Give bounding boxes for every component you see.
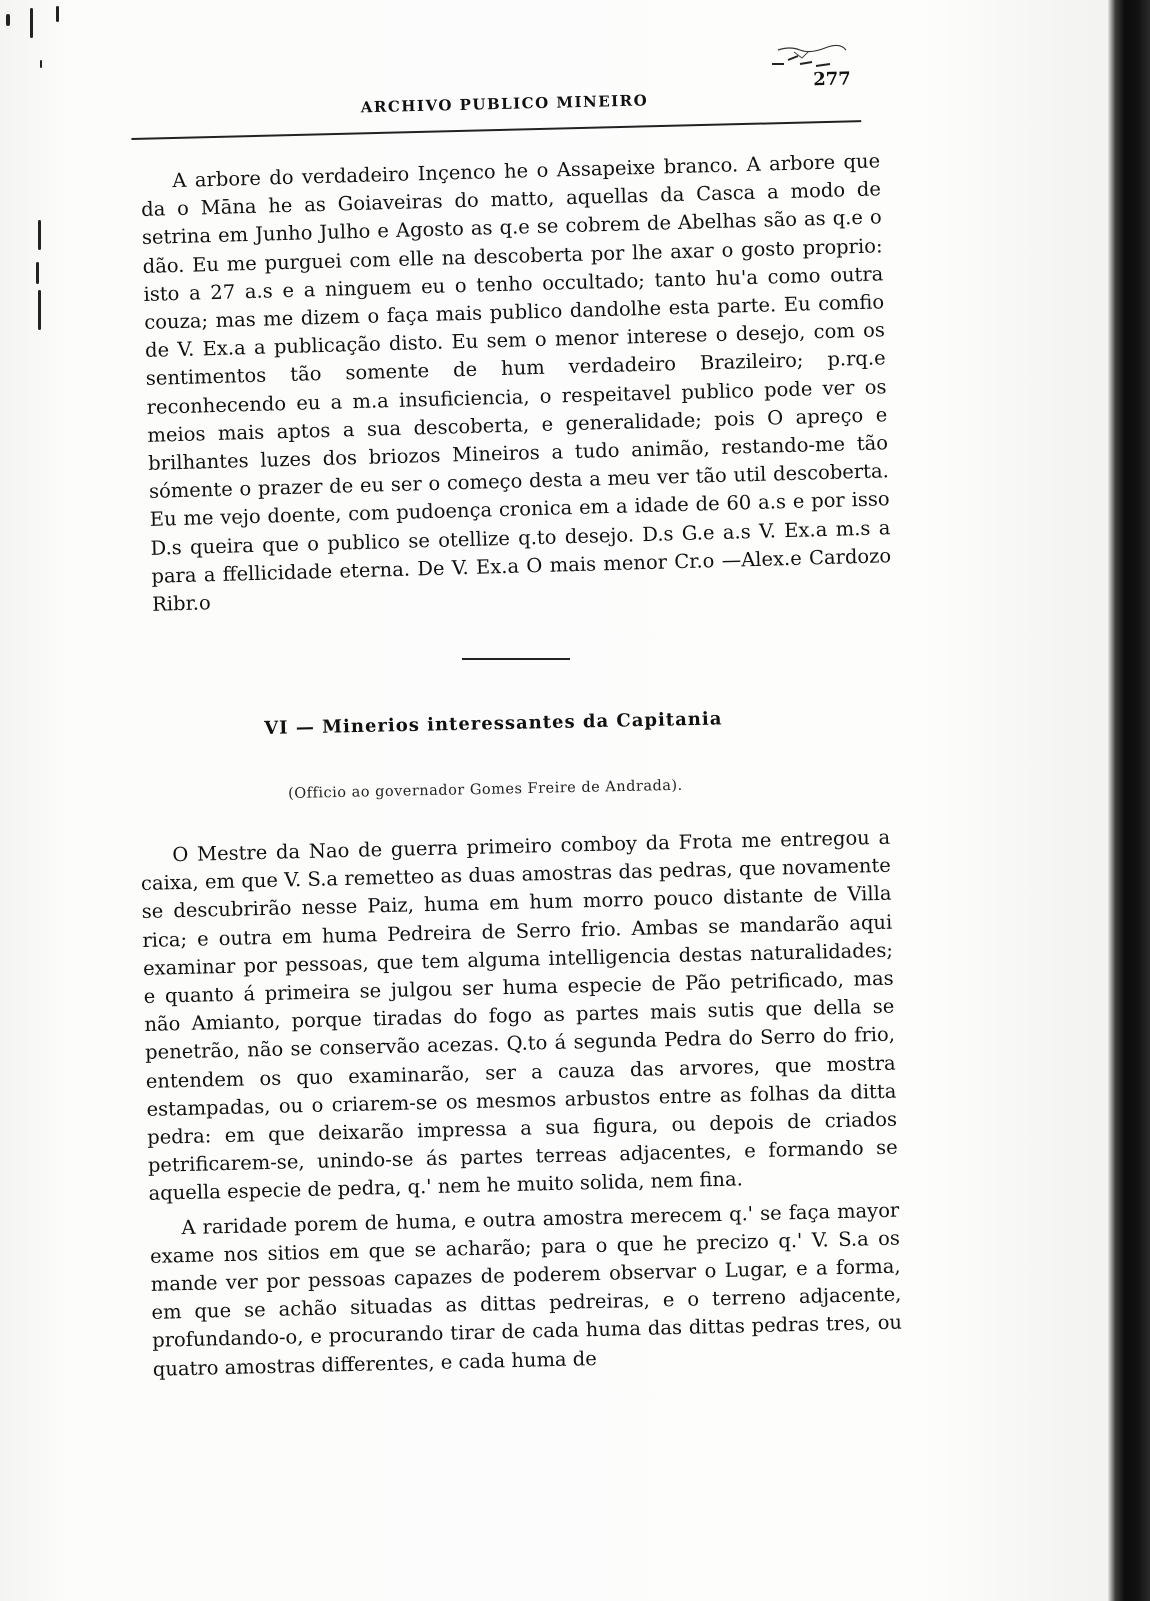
running-header xyxy=(130,62,861,140)
section-heading: VI — Minerios interessantes da Capitania xyxy=(264,708,723,739)
official-letter-passage xyxy=(140,824,903,1384)
body-paragraph-1: O Mestre da Nao de guerra primeiro comboy da Frota me entregou a caixa, em que V. S.a remetteo as duas amostras das pedras, que novamente se descubrirão nesse Paiz, huma em hum morro pouco distante de Villa rica; e outra em huma Pedreira de Serro frio. Ambas se mandarão aqui examinar por pessoas, que tem alguma intelligencia destas naturalidades; e quanto á primeira se julgou ser huma especie de Pão petrificado, mas não Amianto, porque tiradas do fogo as partes mais sutis que della se penetrão, não se conservão acezas. Q.to á segunda Pedra do Serro do frio, entendem os quo examinarão, ser a cauza das arvores, que mostra estampadas, ou o criarem-se os mesmos arbustos entre as folhas da ditta pedra: em que deixarão impressa a sua figura, ou depois de criados petrificarem-se, unindo-se ás partes terreas adjacentes, e formando se aquella especie de pedra, q.' nem he muito solida, nem fina. xyxy=(140,825,898,1206)
letter-paragraph: A arbore do verdadeiro Inçenco he o Assapeixe branco. A arbore que da o Māna he as Goiaveiras do matto, aquellas da Casca a modo de setrina em Junho Julho e Agosto as q.e se cobrem de Abelhas são as q.e o dão. Eu me purguei com elle na descoberta por lhe axar o gosto proprio: isto a 27 a.s e a ninguem eu o tenho occultado; tanto hu'a como outra couza; mas me dizem o faça mais publico dandolhe esta parte. Eu comfio de V. Ex.a a publicação disto. Eu sem o menor interese o desejo, com os sentimentos tão somente de hum verdadeiro Brazileiro; p.rq.e reconhecendo eu a m.a insuficiencia, o respeitavel publico pode ver os meios mais aptos a sua descoberta, e generalidade; pois O apreço e brilhantes luzes dos briozos Mineiros a tudo animão, restando-me tão sómente o prazer de eu ser o começo desta a meu ver tão util descoberta. Eu me vejo doente, com pudoença cronica em a idade de 60 a.s e por isso D.s queira que o publico se otellize q.to desejo. D.s G.e a.s V. Ex.a m.s a para a ffellicidade eterna. De V. Ex.a O mais menor Cr.o —Alex.e Cardozo Ribr.o xyxy=(140,149,892,616)
letter-passage xyxy=(140,147,892,619)
section-divider xyxy=(462,658,570,660)
section-subtitle: (Officio ao governador Gomes Freire de Andrada). xyxy=(288,777,683,802)
left-margin-scan-marks xyxy=(0,0,60,400)
page-number: 277 xyxy=(812,68,852,91)
book-binding-edge xyxy=(1108,0,1150,1601)
body-paragraph-2: A raridade porem de huma, e outra amostra merecem q.' se faça mayor exame nos sitios em que se acharão; para o que he precizo q.' V. S.a os mande ver por pessoas capazes de poderem observar o Lugar, e a forma, em que se achão situadas as dittas pedreiras, e o terreno adjacente, profundando-o, e procurando tirar de cada huma das dittas pedras tres, ou quatro amostras differentes, e cada huma de xyxy=(149,1198,903,1381)
header-rule xyxy=(131,120,861,140)
running-title: ARCHIVO PUBLICO MINEIRO xyxy=(360,91,649,117)
